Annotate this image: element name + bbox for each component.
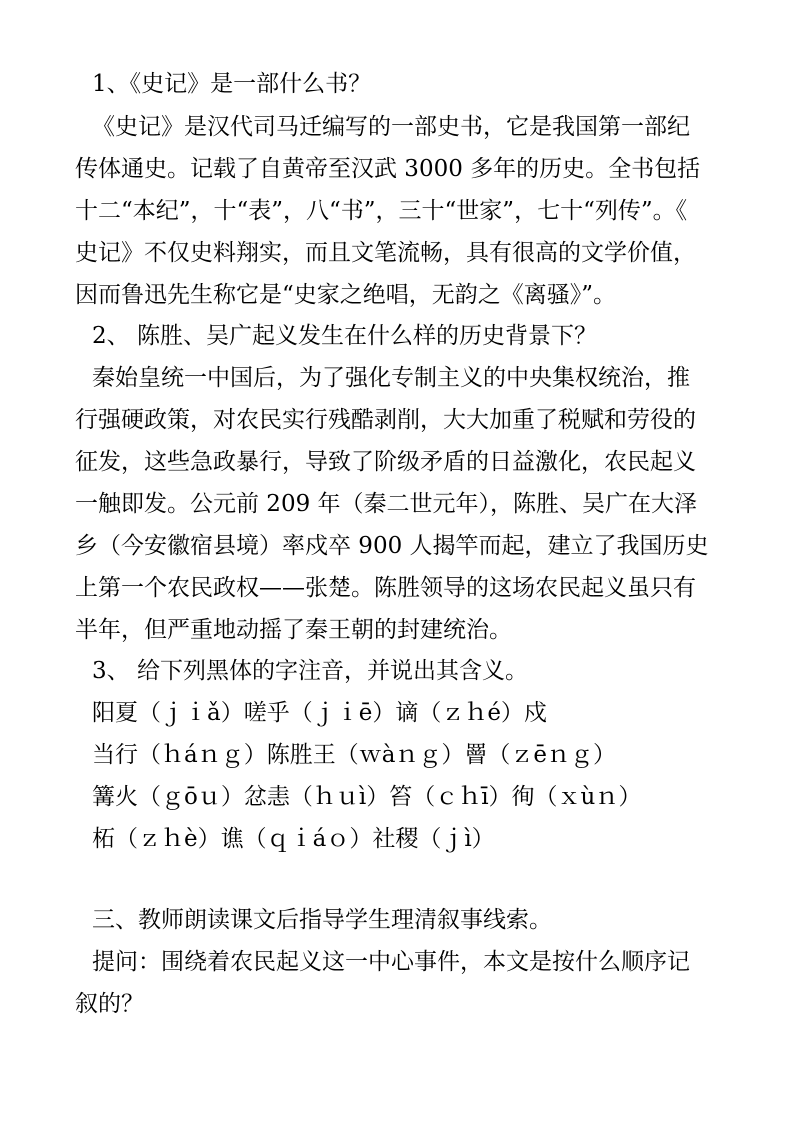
answer-2-line-4: 一触即发。公元前 209 年（秦二世元年），陈胜、吴广在大泽 bbox=[75, 491, 698, 517]
answer-1-line-3: 十二“本纪”，十“表”，八“书”，三十“世家”，七十“列传”。《 bbox=[75, 198, 688, 224]
answer-2-line-5: 乡（今安徽宿县境）率戍卒 900 人揭竿而起，建立了我国历史 bbox=[75, 533, 709, 559]
answer-1-line-1: 《史记》是汉代司马迁编写的一部史书，它是我国第一部纪 bbox=[92, 114, 690, 140]
answer-1-line-5: 因而鲁迅先生称它是“史家之绝唱，无韵之《离骚》”。 bbox=[75, 282, 617, 308]
answer-2-line-3: 征发，这些急政暴行，导致了阶级矛盾的日益激化，农民起义 bbox=[75, 449, 696, 475]
section-3-question-line-2: 叙的？ bbox=[75, 991, 144, 1017]
section-3-heading: 三、教师朗读课文后指导学生理清叙事线索。 bbox=[92, 907, 552, 933]
question-1-title: 1、《史记》是一部什么书？ bbox=[92, 71, 372, 97]
pinyin-line-3: 篝火（ｇōｕ）忿恚（ｈｕì）笞（ｃｈī）徇（ｘùｎ） bbox=[92, 784, 642, 810]
pinyin-line-2: 当行（ｈáｎｇ）陈胜王（ｗàｎｇ）罾（ｚēｎｇ） bbox=[92, 742, 617, 768]
answer-2-line-2: 行强硬政策，对农民实行残酷剥削，大大加重了税赋和劳役的 bbox=[75, 407, 696, 433]
pinyin-line-1: 阳夏（ｊｉǎ）嗟乎（ｊｉē）谪（ｚｈé）戍 bbox=[92, 700, 547, 726]
pinyin-line-4: 柘（ｚｈè）谯（ｑｉáｏ）社稷（ｊì） bbox=[92, 826, 495, 852]
answer-2-line-7: 半年，但严重地动摇了秦王朝的封建统治。 bbox=[75, 617, 512, 643]
answer-2-line-1: 秦始皇统一中国后，为了强化专制主义的中央集权统治，推 bbox=[92, 365, 690, 391]
answer-1-line-2: 传体通史。记载了自黄帝至汉武 3000 多年的历史。全书包括 bbox=[75, 156, 701, 182]
question-2-title: 2、 陈胜、吴广起义发生在什么样的历史背景下？ bbox=[92, 323, 597, 349]
answer-2-line-6: 上第一个农民政权——张楚。陈胜领导的这场农民起义虽只有 bbox=[75, 575, 696, 601]
question-3-title: 3、 给下列黑体的字注音，并说出其含义。 bbox=[92, 658, 528, 684]
answer-1-line-4: 史记》不仅史料翔实，而且文笔流畅，具有很高的文学价值， bbox=[75, 240, 696, 266]
section-3-question-line-1: 提问：围绕着农民起义这一中心事件，本文是按什么顺序记 bbox=[92, 949, 690, 975]
